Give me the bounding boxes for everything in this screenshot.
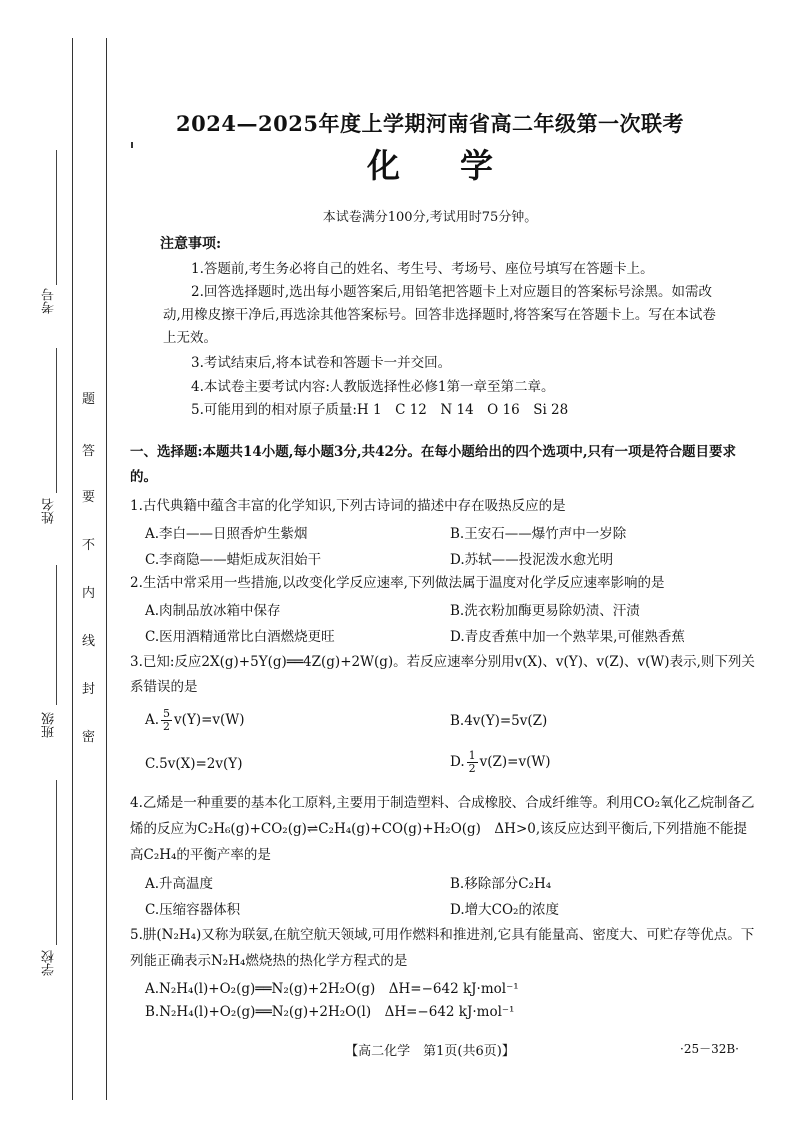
school-label: 学校 — [42, 950, 57, 976]
option-expression: v(Y)=v(W) — [174, 712, 245, 728]
option-c: C.医用酒精通常比白酒燃烧更旺 — [145, 629, 335, 645]
paper-code: ·25－32B· — [680, 1042, 739, 1056]
name-blank — [56, 348, 57, 493]
option-d: D.青皮香蕉中加一个熟苹果,可催熟香蕉 — [450, 629, 685, 645]
option-a — [145, 708, 244, 733]
fraction-denominator: 2 — [468, 762, 476, 775]
fraction-numerator: 1 — [468, 749, 476, 762]
notice-item: 1.答题前,考生务必将自己的姓名、考生号、考场号、座位号填写在答题卡上。 — [191, 261, 654, 277]
section-heading: 一、选择题:本题共14小题,每小题3分,共42分。在每小题给出的四个选项中,只有一项是符合题目要求的。 — [130, 444, 737, 485]
seal-char: 不 — [82, 538, 96, 553]
option-d: D.增大CO₂的浓度 — [450, 902, 559, 918]
option-expression: v(Z)=v(W) — [479, 754, 551, 770]
binding-line-outer — [72, 38, 73, 1100]
question-stem: 3.已知:反应2X(g)+5Y(g)══4Z(g)+2W(g)。若反应速率分别用v(X)、v(Y)、v(Z)、v(W)表示,则下列关系错误的是 — [130, 654, 755, 695]
exam-number-label: 考号 — [42, 288, 57, 314]
notice-item: 3.考试结束后,将本试卷和答题卡一并交回。 — [191, 355, 452, 371]
seal-char: 封 — [82, 682, 96, 697]
school-blank — [56, 780, 57, 945]
option-b: B.洗衣粉加酶更易除奶渍、汗渍 — [450, 603, 640, 619]
question-stem: 1.古代典籍中蕴含丰富的化学知识,下列古诗词的描述中存在吸热反应的是 — [130, 498, 566, 514]
option-d — [450, 750, 551, 775]
notice-item: 2.回答选择题时,选出每小题答案后,用铅笔把答题卡上对应题目的答案标号涂黑。如需改动,用橡皮擦干净后,再选涂其他答案标号。回答非选择题时,将答案写在答题卡上。写在本试卷上无效。 — [163, 284, 716, 346]
class-label: 班级 — [42, 712, 57, 738]
fraction — [161, 708, 172, 733]
option-d: D.苏轼——投泥泼水愈光明 — [450, 552, 614, 568]
page-footer: 【高二化学 第1页(共6页)】 — [345, 1044, 515, 1059]
option-a: A.肉制品放冰箱中保存 — [145, 603, 281, 619]
option-c: C.压缩容器体积 — [145, 902, 241, 918]
question-stem: 5.肼(N₂H₄)又称为联氨,在航空航天领域,可用作燃料和推进剂,它具有能量高、密度大、可贮存等优点。下列能正确表示N₂H₄燃烧热的热化学方程式的是 — [130, 927, 755, 969]
option-label: A. — [145, 712, 160, 728]
option-c: C.5v(X)=2v(Y) — [145, 756, 243, 772]
option-c: C.李商隐——蜡炬成灰泪始干 — [145, 552, 322, 568]
subject-title: 化学 — [367, 146, 553, 185]
notice-item: 4.本试卷主要考试内容:人教版选择性必修1第一章至第二章。 — [191, 379, 555, 395]
notice-item: 5.可能用到的相对原子质量:H 1 C 12 N 14 O 16 Si 28 — [191, 402, 569, 418]
seal-char: 密 — [82, 730, 96, 745]
question-stem: 4.乙烯是一种重要的基本化工原料,主要用于制造塑料、合成橡胶、合成纤维等。利用CO₂氧化乙烷制备乙烯的反应为C₂H₆(g)+CO₂(g)⇌C₂H₄(g)+CO(g)+H₂O(g) ΔH>0,该反应达到平衡后,下列措施不能提高C₂H₄的平衡产率的是 — [130, 795, 755, 863]
question-stem: 2.生活中常采用一些措施,以改变化学反应速率,下列做法属于温度对化学反应速率影响的是 — [130, 575, 665, 591]
fraction — [467, 750, 478, 775]
seal-char: 内 — [82, 586, 96, 601]
option-b: B.王安石——爆竹声中一岁除 — [450, 526, 627, 542]
option-b: B.N₂H₄(l)+O₂(g)══N₂(g)+2H₂O(l) ΔH=−642 kJ·mol⁻¹ — [145, 1004, 515, 1020]
seal-char: 线 — [82, 634, 96, 649]
exam-number-blank — [56, 150, 57, 285]
name-label: 姓名 — [42, 498, 57, 524]
option-a: A.李白——日照香炉生紫烟 — [145, 526, 308, 542]
seal-char: 要 — [82, 490, 96, 505]
exam-info: 本试卷满分100分,考试用时75分钟。 — [322, 210, 538, 225]
option-a: A.升高温度 — [145, 876, 214, 892]
binding-line-inner — [106, 38, 107, 1100]
option-a: A.N₂H₄(l)+O₂(g)══N₂(g)+2H₂O(g) ΔH=−642 kJ·mol⁻¹ — [145, 981, 519, 997]
exam-title: 2024—2025年度上学期河南省高二年级第一次联考 — [176, 111, 684, 136]
notice-heading: 注意事项: — [160, 236, 222, 252]
class-blank — [56, 565, 57, 705]
fraction-denominator: 2 — [163, 720, 171, 733]
option-b: B.移除部分C₂H₄ — [450, 876, 552, 892]
option-label: D. — [450, 754, 465, 770]
seal-char: 题 — [82, 392, 96, 407]
option-b: B.4v(Y)=5v(Z) — [450, 713, 548, 729]
seal-char: 答 — [82, 444, 96, 459]
fraction-numerator: 5 — [163, 707, 171, 720]
